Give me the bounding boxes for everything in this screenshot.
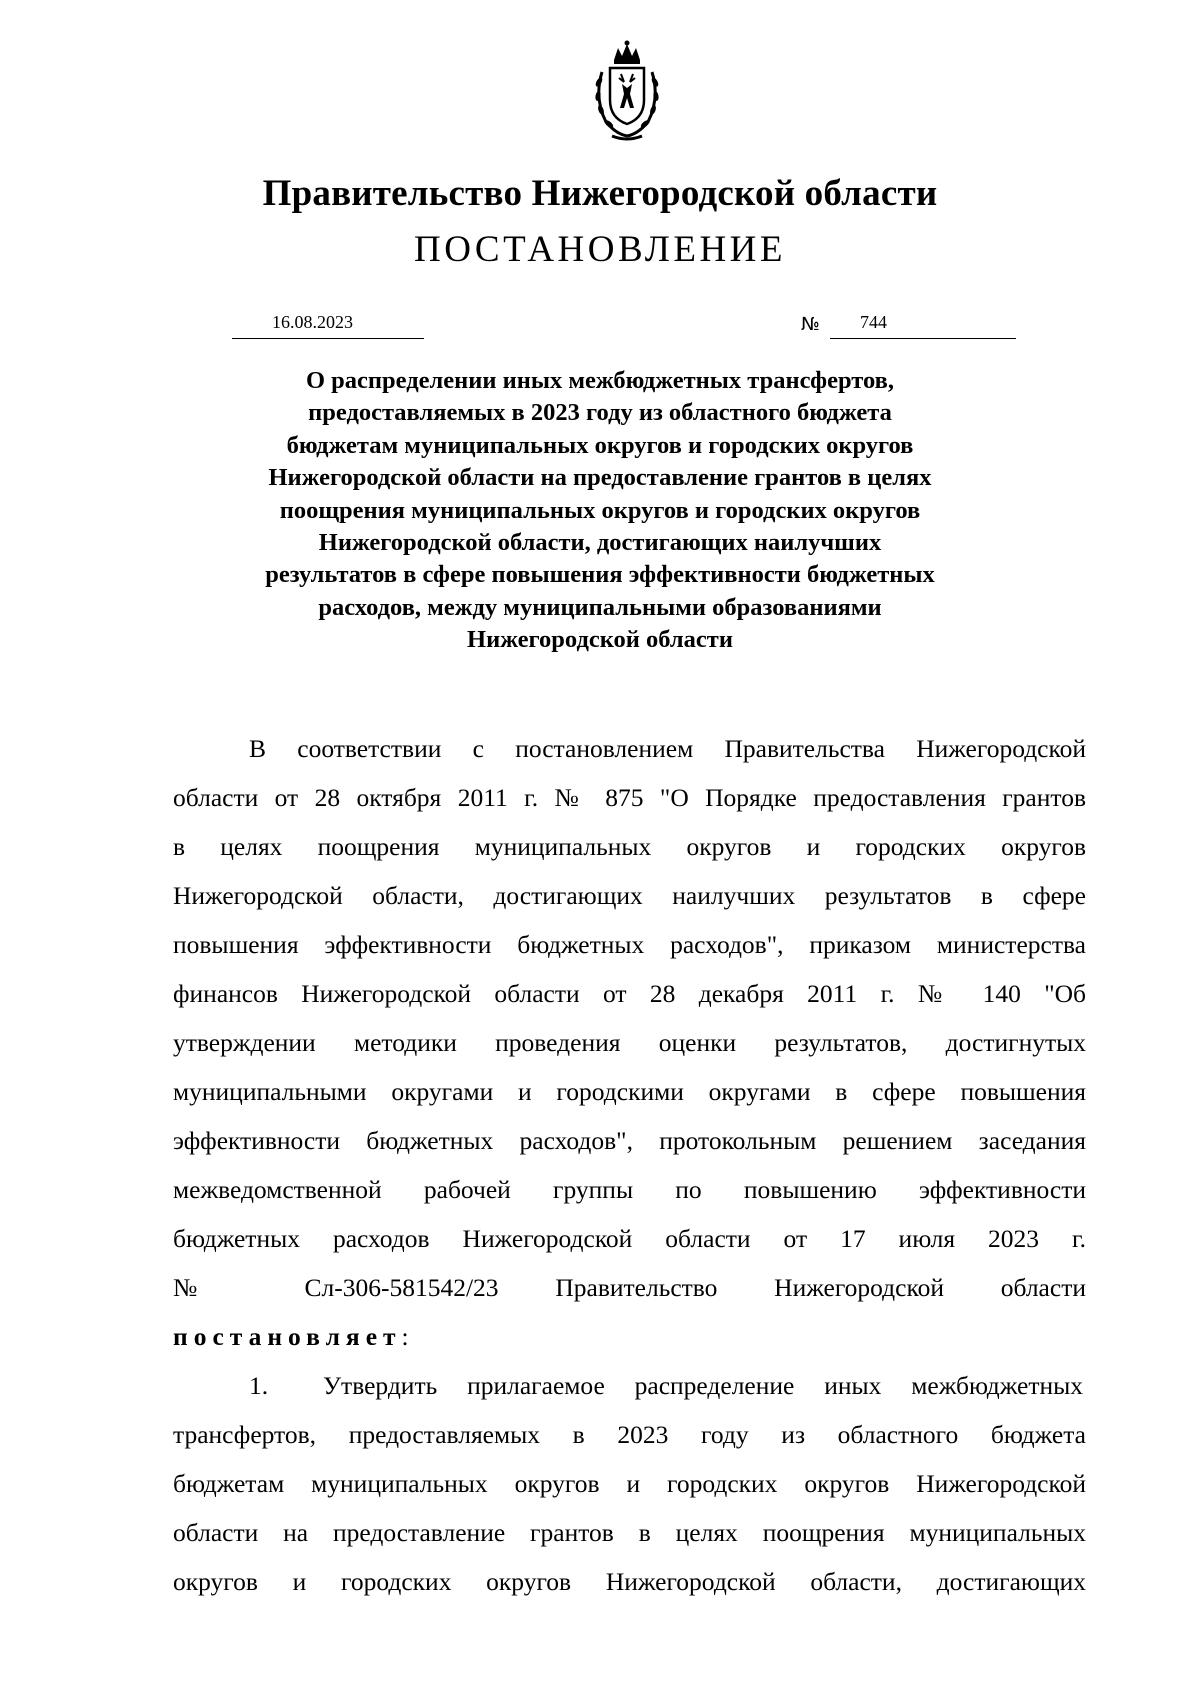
preamble-line: эффективности бюджетных расходов", протокольным решением заседания xyxy=(173,1126,1086,1155)
item-number: 1. xyxy=(249,1371,269,1400)
subject-line: предоставляемых в 2023 году из областного бюджета xyxy=(308,399,892,427)
preamble-line: финансов Нижегородской области от 28 декабря 2011 г. № 140 "Об xyxy=(173,979,1086,1008)
item-1-paragraph xyxy=(173,1361,1086,1606)
number-sign: № xyxy=(801,314,820,335)
subject-line: бюджетам муниципальных округов и городских округов xyxy=(286,431,914,459)
preamble-paragraph xyxy=(173,724,1086,1361)
item-line: трансфертов, предоставляемых в 2023 году из областного бюджета xyxy=(173,1420,1086,1449)
preamble-line: утверждении методики проведения оценки результатов, достигнутых xyxy=(173,1028,1086,1057)
preamble-line: бюджетных расходов Нижегородской области от 17 июля 2023 г. xyxy=(173,1224,1086,1253)
preamble-line: области от 28 октября 2011 г. № 875 "О Порядке предоставления грантов xyxy=(173,783,1086,812)
preamble-line: Нижегородской области, достигающих наилучших результатов в сфере xyxy=(173,881,1086,910)
document-type: ПОСТАНОВЛЕНИЕ xyxy=(414,229,786,270)
subject-line: Нижегородской области на предоставление грантов в целях xyxy=(268,464,932,492)
preamble-line: повышения эффективности бюджетных расходов", приказом министерства xyxy=(173,930,1086,959)
subject-line: О распределении иных межбюджетных трансфертов, xyxy=(306,367,894,394)
preamble-line: муниципальными округами и городскими округами в сфере повышения xyxy=(173,1077,1086,1106)
preamble-line: В соответствии с постановлением Правительства Нижегородской xyxy=(249,734,1086,763)
decree-word: постановляет xyxy=(173,1322,402,1351)
preamble-line: № Сл-306-581542/23 Правительство Нижегородской области xyxy=(173,1273,1086,1302)
government-title: Правительство Нижегородской области xyxy=(262,173,938,214)
preamble-line: в целях поощрения муниципальных округов и городских округов xyxy=(173,832,1086,861)
document-date: 16.08.2023 xyxy=(272,312,353,332)
item-line: области на предоставление грантов в целях поощрения муниципальных xyxy=(173,1518,1086,1547)
document-number-field xyxy=(830,312,1016,339)
subject-line: Нижегородской области, достигающих наилучших xyxy=(318,529,882,557)
document-body xyxy=(173,724,1086,1606)
decree-colon: : xyxy=(401,1322,409,1351)
item-line: бюджетам муниципальных округов и городских округов Нижегородской xyxy=(173,1469,1086,1498)
document-date-field xyxy=(232,312,424,339)
item-1-first-line xyxy=(173,1361,1086,1410)
preamble-line: межведомственной рабочей группы по повышению эффективности xyxy=(173,1175,1086,1204)
subject-line: расходов, между муниципальными образованиями xyxy=(318,593,882,621)
subject-line: результатов в сфере повышения эффективности бюджетных xyxy=(265,561,935,589)
subject-line: Нижегородской области xyxy=(467,626,733,654)
item-line: округов и городских округов Нижегородской области, достигающих xyxy=(173,1567,1086,1596)
document-subject xyxy=(180,365,1020,657)
document-number: 744 xyxy=(860,312,887,332)
coat-of-arms-icon xyxy=(572,38,682,148)
item-line: Утвердить прилагаемое распределение иных межбюджетных xyxy=(323,1371,1083,1400)
decree-line xyxy=(173,1312,1086,1361)
subject-line: поощрения муниципальных округов и городских округов xyxy=(279,496,921,524)
